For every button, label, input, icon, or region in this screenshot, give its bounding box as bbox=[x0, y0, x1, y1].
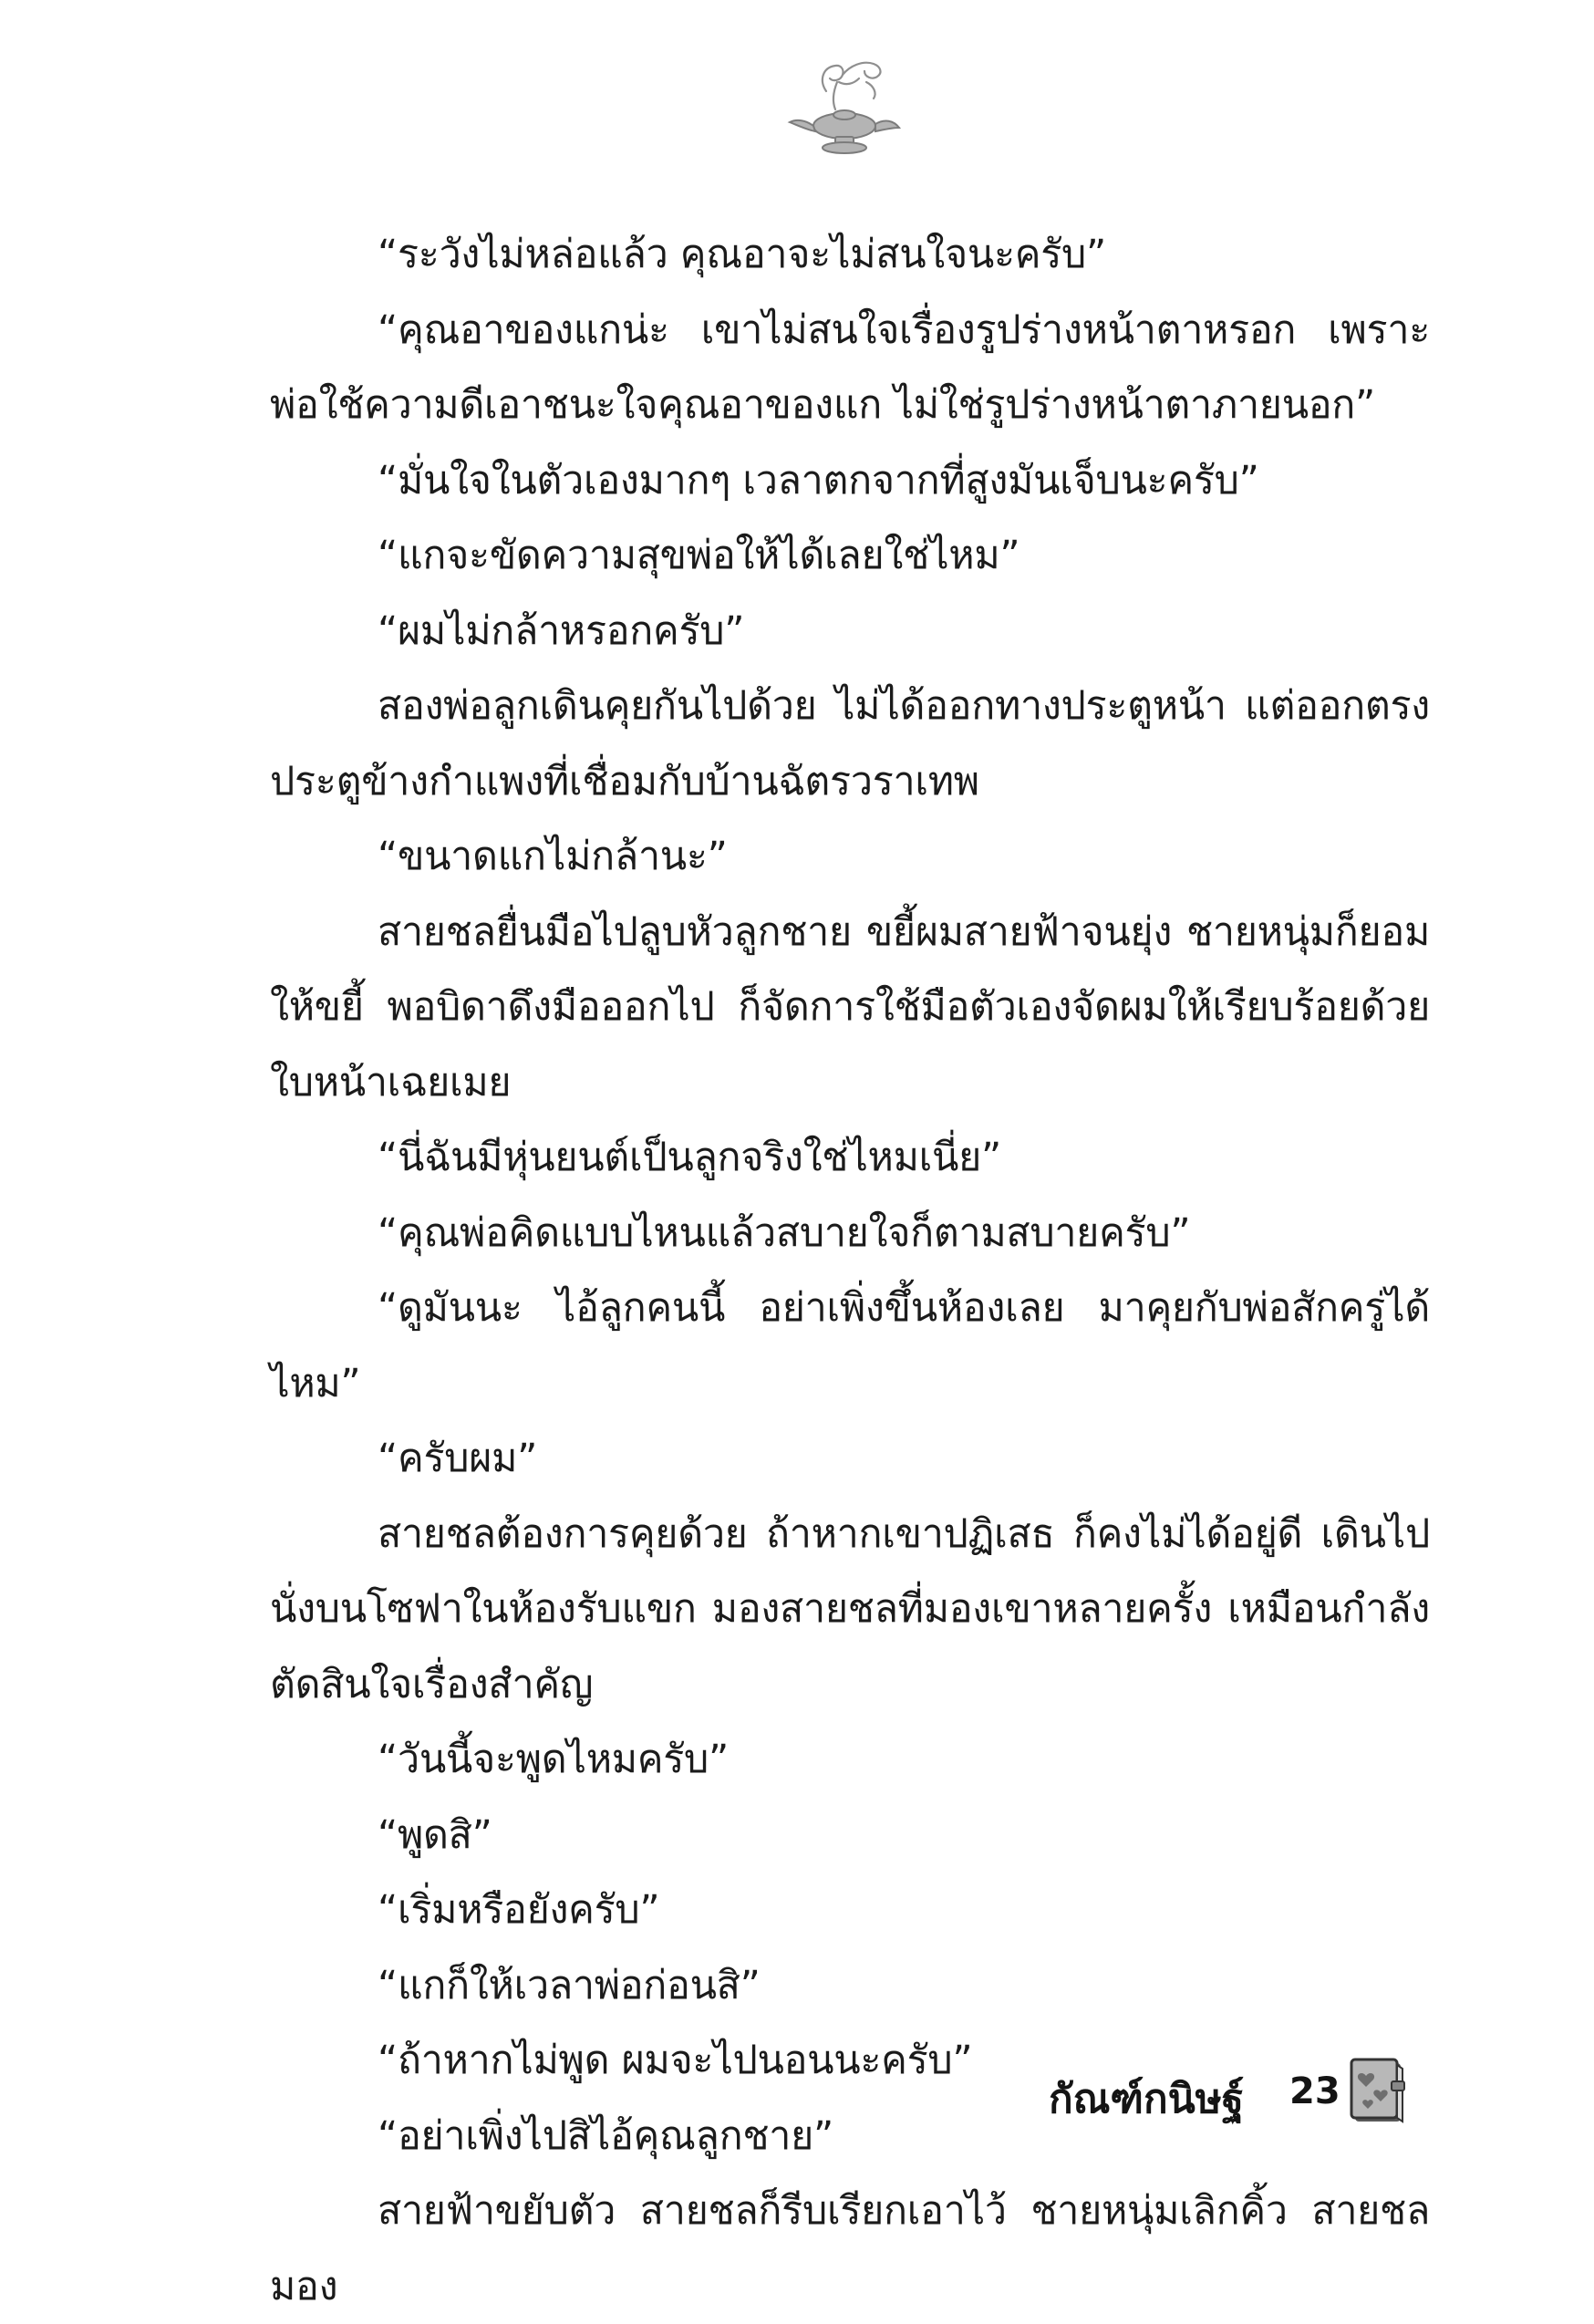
paragraph: “ถ้าหากไม่พูด ผมจะไปนอนนะครับ” bbox=[378, 2038, 973, 2083]
book-icon bbox=[1346, 2054, 1413, 2127]
paragraph: “ระวังไม่หล่อแล้ว คุณอาจะไม่สนใจนะครับ” bbox=[378, 232, 1107, 277]
paragraph: สองพ่อลูกเดินคุยกันไปด้วย ไม่ได้ออกทางประตูหน้า แต่ออกตรงประตูข้างกำแพงที่เชื่อมกับบ้านฉัตรวราเทพ bbox=[270, 683, 1430, 804]
book-title: กัณฑ์กนิษฐ์ bbox=[1049, 2076, 1244, 2122]
paragraph: “ดูมันนะ ไอ้ลูกคนนี้ อย่าเพิ่งขึ้นห้องเลย มาคุยกับพ่อสักครู่ได้ไหม” bbox=[270, 1285, 1430, 1406]
paragraph: “มั่นใจในตัวเองมากๆ เวลาตกจากที่สูงมันเจ็บนะครับ” bbox=[378, 457, 1259, 503]
page-footer bbox=[1049, 2054, 1432, 2136]
paragraph: สายชลยื่นมือไปลูบหัวลูกชาย ขยี้ผมสายฟ้าจนยุ่ง ชายหนุ่มก็ยอมให้ขยี้ พอบิดาดึงมือออกไป ก็จัดการใช้มือตัวเองจัดผมให้เรียบร้อยด้วยใบหน้าเฉยเมย bbox=[270, 908, 1430, 1105]
paragraph: สายฟ้าขยับตัว สายชลก็รีบเรียกเอาไว้ ชายหนุ่มเลิกคิ้ว สายชลมอง bbox=[270, 2188, 1430, 2309]
paragraph: “ขนาดแกไม่กล้านะ” bbox=[378, 834, 728, 879]
paragraph: “คุณอาของแกน่ะ เขาไม่สนใจเรื่องรูปร่างหน้าตาหรอก เพราะพ่อใช้ความดีเอาชนะใจคุณอาของแก ไม่ใช่รูปร่างหน้าตาภายนอก” bbox=[270, 306, 1430, 428]
paragraph: สายชลต้องการคุยด้วย ถ้าหากเขาปฏิเสธ ก็คงไม่ได้อยู่ดี เดินไปนั่งบนโซฟาในห้องรับแขก มองสายชลที่มองเขาหลายครั้ง เหมือนกำลังตัดสินใจเรื่องสำคัญ bbox=[270, 1510, 1430, 1707]
paragraph: “วันนี้จะพูดไหมครับ” bbox=[378, 1737, 730, 1782]
paragraph: “ครับผม” bbox=[378, 1436, 538, 1481]
paragraph: “นี่ฉันมีหุ่นยนต์เป็นลูกจริงใช่ไหมเนี่ย” bbox=[378, 1135, 1001, 1180]
paragraph: “คุณพ่อคิดแบบไหนแล้วสบายใจก็ตามสบายครับ” bbox=[378, 1209, 1191, 1256]
paragraph: “พูดสิ” bbox=[378, 1811, 492, 1858]
paragraph: “เริ่มหรือยังครับ” bbox=[378, 1887, 660, 1933]
paragraph: “แกก็ให้เวลาพ่อก่อนสิ” bbox=[378, 1962, 761, 2008]
paragraph: “แกจะขัดความสุขพ่อให้ได้เลยใช่ไหม” bbox=[378, 533, 1020, 578]
story-text bbox=[270, 217, 1430, 2324]
paragraph: “ผมไม่กล้าหรอกครับ” bbox=[378, 607, 745, 654]
paragraph: “อย่าเพิ่งไปสิไอ้คุณลูกชาย” bbox=[378, 2112, 833, 2159]
page-number: 23 bbox=[1289, 2070, 1340, 2112]
magic-lamp-fairy-icon bbox=[786, 55, 903, 164]
